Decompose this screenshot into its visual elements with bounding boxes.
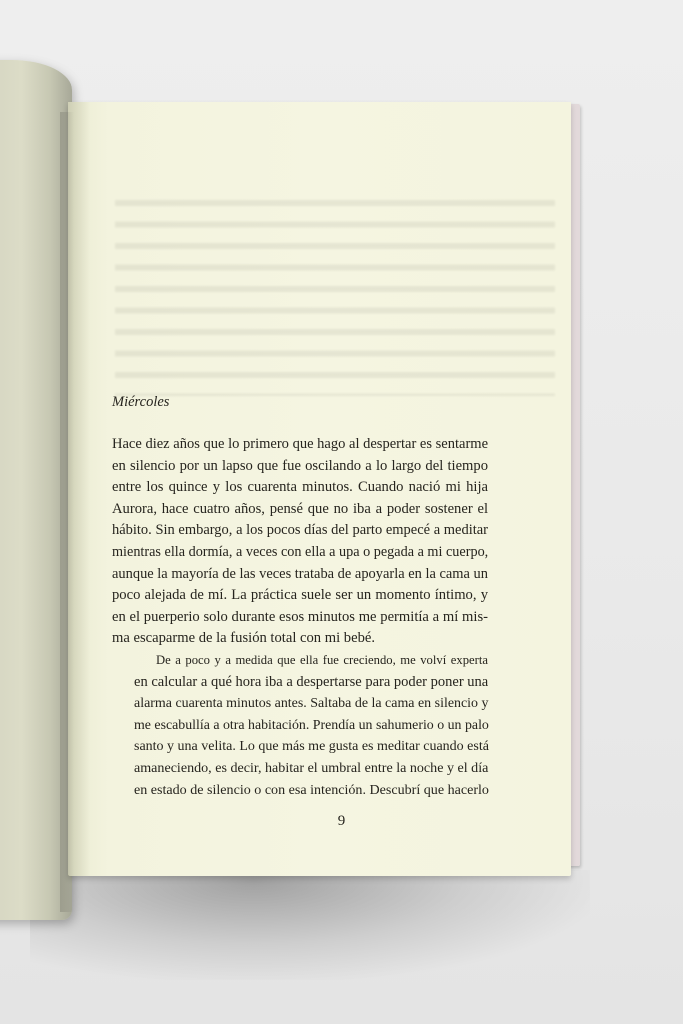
text-line: aunque la mayoría de las veces trataba de apoyarla en la cama un bbox=[112, 565, 488, 582]
text-line: mientras ella dormía, a veces con ella a upa o pegada a mi cuerpo, bbox=[112, 543, 489, 560]
paragraph-1 bbox=[112, 434, 488, 650]
text-line: me escabullía a otra habitación. Prendía un sahumerio o un palo bbox=[134, 717, 489, 733]
text-line: ma escaparme de la fusión total con mi bebé. bbox=[112, 630, 375, 647]
text-line: amaneciendo, es decir, habitar el umbral entre la noche y el día bbox=[134, 759, 489, 776]
book-shadow bbox=[30, 870, 590, 980]
page-fold-shadow bbox=[60, 112, 74, 912]
text-line: hábito. Sin embargo, a los pocos días del parto empecé a meditar bbox=[112, 522, 488, 539]
text-line: en calcular a qué hora iba a despertarse para poder poner una bbox=[134, 673, 489, 690]
text-line: en el puerperio solo durante esos minutos me permitía a mí mis- bbox=[112, 608, 488, 625]
text-line: santo y una velita. Lo que más me gusta es meditar cuando está bbox=[134, 739, 489, 755]
text-line: De a poco y a medida que ella fue creciendo, me volví experta bbox=[156, 652, 488, 667]
text-line: alarma cuarenta minutos antes. Saltaba de la cama en silencio y bbox=[134, 696, 489, 712]
bleed-through-text bbox=[115, 200, 555, 396]
text-line: en silencio por un lapso que fue oscilando a lo largo del tiempo bbox=[112, 457, 488, 474]
text-line: Hace diez años que lo primero que hago al despertar es sentarme bbox=[112, 436, 489, 452]
page-number: 9 bbox=[337, 813, 346, 829]
text-line: poco alejada de mí. La práctica suele ser un momento íntimo, y bbox=[112, 587, 488, 604]
body-text bbox=[112, 434, 488, 801]
text-line: entre los quince y los cuarenta minutos. Cuando nació mi hija bbox=[112, 479, 488, 496]
chapter-title: Miércoles bbox=[112, 394, 170, 410]
text-line: Aurora, hace cuatro años, pensé que no iba a poder sostener el bbox=[112, 500, 488, 517]
paragraph-2 bbox=[112, 650, 488, 801]
text-line: en estado de silencio o con esa intención. Descubrí que hacerlo bbox=[134, 781, 489, 798]
